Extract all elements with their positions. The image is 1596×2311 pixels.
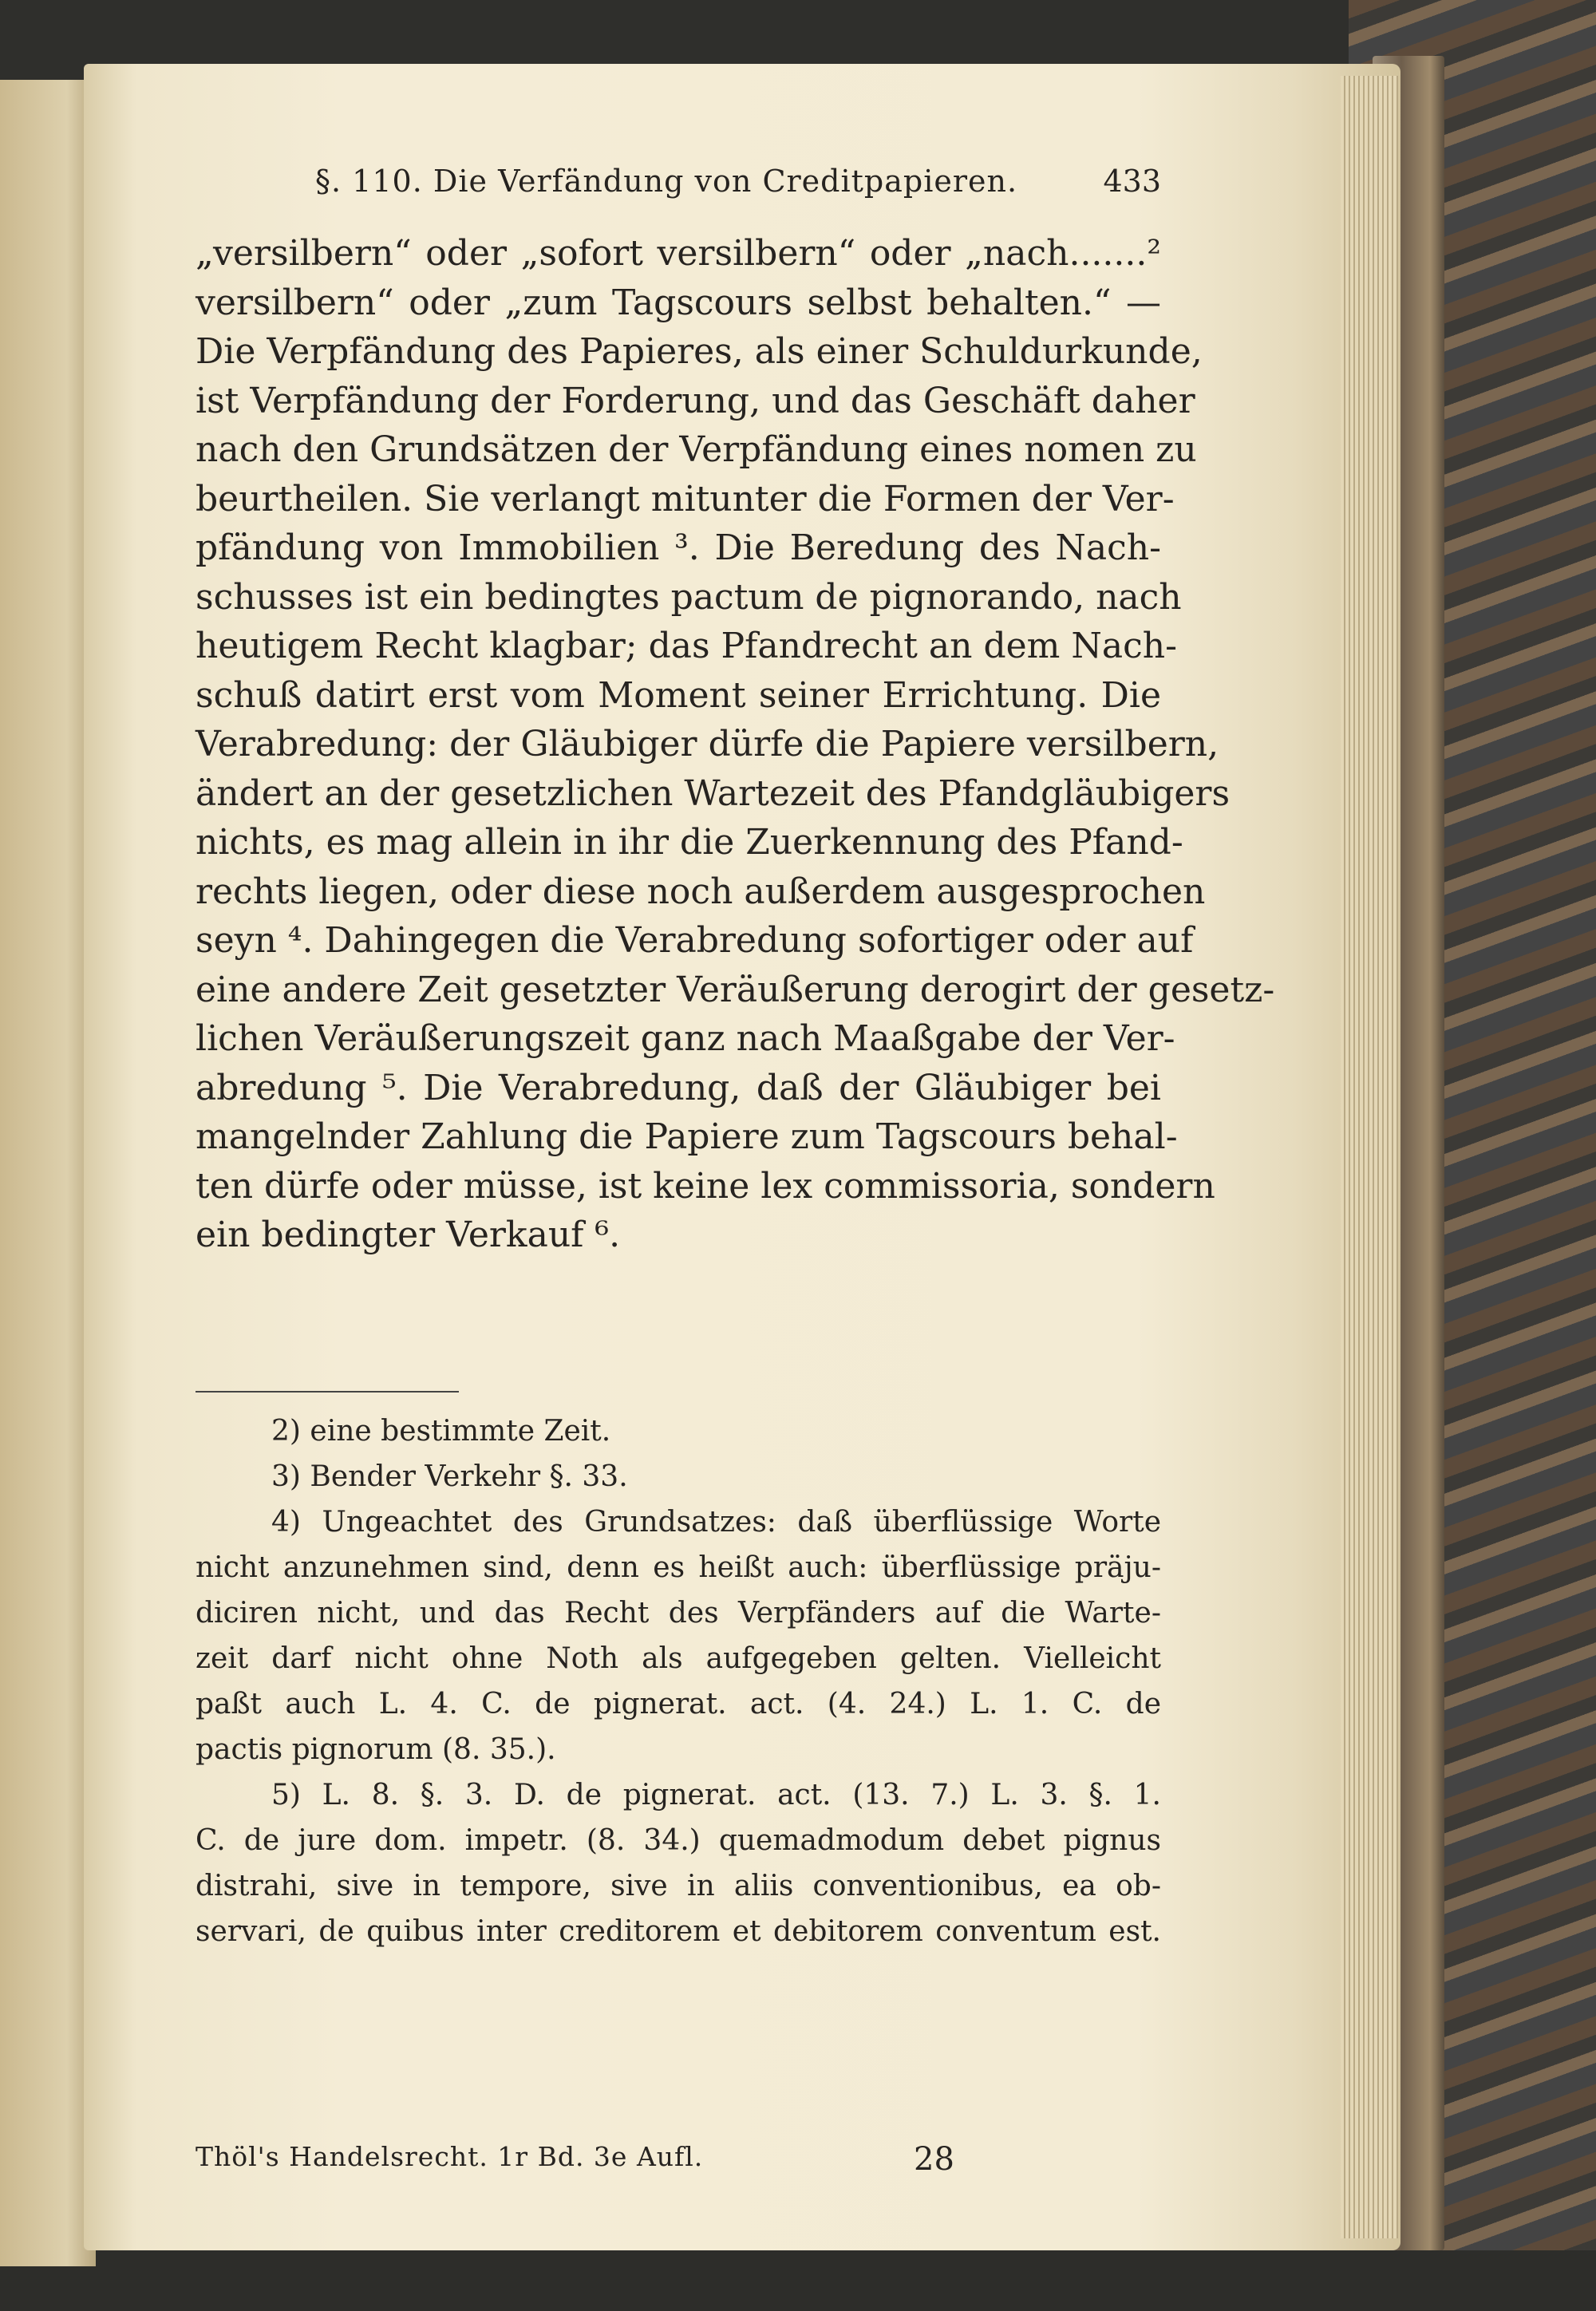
text-line: nach den Grundsätzen der Verpfändung eines nomen zu [196,429,1197,470]
page-footer [196,2141,1161,2181]
text-line: ein bedingter Verkauf ⁶. [196,1215,621,1255]
text-line: ten dürfe oder müsse, ist keine lex commissoria, sondern [196,1165,1215,1207]
text-line: nichts, es mag allein in ihr die Zuerkennung des Pfand- [196,822,1183,863]
footnote-line: 5) L. 8. §. 3. D. de pignerat. act. (13. 7.) L. 3. §. 1. [271,1779,1161,1811]
text-line: „versilbern“ oder „sofort versilbern“ oder „nach.......² [196,233,1161,274]
printer-signature: Thöl's Handelsrecht. 1r Bd. 3e Aufl. [196,2141,704,2172]
page-edges [1341,76,1398,2238]
text-line: abredung ⁵. Die Verabredung, daß der Gläubiger bei [196,1067,1161,1108]
text-line: Verabredung: der Gläubiger dürfe die Papiere versilbern, [196,724,1219,764]
footnote-line: nicht anzunehmen sind, denn es heißt auch: überflüssige präju- [196,1551,1161,1584]
main-text [196,229,1275,1260]
section-number: §. 110. [315,164,423,199]
text-line: lichen Veräußerungszeit ganz nach Maaßgabe der Ver- [196,1018,1175,1059]
footnote-line: 2) eine bestimmte Zeit. [271,1415,611,1448]
text-line: ändert an der gesetzlichen Wartezeit des Pfandgläubigers [196,772,1231,814]
footnote-line: diciren nicht, und das Recht des Verpfänders auf die Warte- [196,1597,1161,1630]
text-line: schuß datirt erst vom Moment seiner Errichtung. Die [196,674,1161,716]
text-line: Die Verpfändung des Papieres, als einer Schuldurkunde, [196,331,1203,372]
footnote-line: paßt auch L. 4. C. de pignerat. act. (4. 24.) L. 1. C. de [196,1688,1161,1720]
text-line: beurtheilen. Sie verlangt mitunter die Formen der Ver- [196,478,1175,519]
footnote-line: pactis pignorum (8. 35.). [196,1733,556,1766]
page-number: 433 [1103,164,1161,199]
sheet-number: 28 [914,2141,954,2178]
text-line: seyn ⁴. Dahingegen die Verabredung sofortiger oder auf [196,920,1194,961]
text-line: versilbern“ oder „zum Tagscours selbst behalten.“ — [196,282,1161,323]
footnote-line: servari, de quibus inter creditorem et debitorem conventum est. [196,1915,1161,1948]
footnote-line: 4) Ungeachtet des Grundsatzes: daß überflüssige Worte [271,1506,1161,1539]
footnote-line: C. de jure dom. impetr. (8. 34.) quemadmodum debet pignus [196,1824,1161,1857]
text-line: heutigem Recht klagbar; das Pfandrecht an dem Nach- [196,626,1177,666]
footnote-line: zeit darf nicht ohne Noth als aufgegeben gelten. Vielleicht [196,1642,1161,1675]
text-line: pfändung von Immobilien ³. Die Beredung des Nach- [196,527,1161,568]
page-content [196,164,1275,2206]
text-line: ist Verpfändung der Forderung, und das Geschäft daher [196,380,1195,421]
footnote-divider [196,1391,459,1393]
facing-page-edge [0,80,96,2266]
header-title: Die Verfändung von Creditpapieren. [433,164,1018,199]
text-line: schusses ist ein bedingtes pactum de pignorando, nach [196,576,1182,618]
text-line: mangelnder Zahlung die Papiere zum Tagscours behal- [196,1116,1178,1157]
background-bottom [0,2250,1596,2311]
footnote-line: distrahi, sive in tempore, sive in aliis conventionibus, ea ob- [196,1870,1161,1902]
running-header [196,164,1161,211]
footnote-line: 3) Bender Verkehr §. 33. [271,1460,628,1493]
text-line: eine andere Zeit gesetzter Veräußerung derogirt der gesetz- [196,969,1275,1010]
header-left [315,164,1017,199]
text-line: rechts liegen, oder diese noch außerdem ausgesprochen [196,871,1206,912]
footnotes [196,1408,1161,1954]
